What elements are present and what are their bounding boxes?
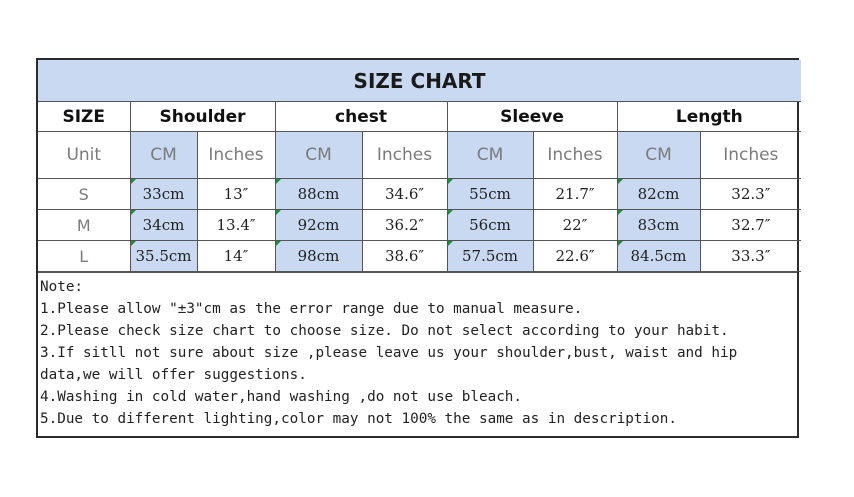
sleeve-inches-unit: Inches <box>533 132 617 179</box>
sleeve-inches-cell: 21.7″ <box>533 179 617 210</box>
chest-cm-unit: CM <box>275 132 362 179</box>
notes-heading: Note: <box>40 279 84 295</box>
chest-cm-cell: 98cm <box>275 241 362 272</box>
table-row <box>38 179 801 210</box>
size-cell: S <box>38 179 130 210</box>
table-row <box>38 241 801 272</box>
shoulder-inches-cell: 14″ <box>197 241 275 272</box>
unit-label: Unit <box>38 132 130 179</box>
note-item: 3.If sitll not sure about size ,please leave us your shoulder,bust, waist and hip data,we will offer suggestions. <box>40 345 738 383</box>
shoulder-inches-unit: Inches <box>197 132 275 179</box>
shoulder-inches-cell: 13″ <box>197 179 275 210</box>
chest-inches-unit: Inches <box>362 132 447 179</box>
note-item: 4.Washing in cold water,hand washing ,do not use bleach. <box>40 389 523 405</box>
size-cell: M <box>38 210 130 241</box>
notes-section <box>38 272 797 436</box>
table-row <box>38 210 801 241</box>
sleeve-cm-cell: 56cm <box>447 210 533 241</box>
shoulder-cm-cell: 35.5cm <box>130 241 197 272</box>
size-chart <box>36 58 799 438</box>
shoulder-cm-cell: 33cm <box>130 179 197 210</box>
length-cm-cell: 83cm <box>617 210 700 241</box>
note-item: 1.Please allow "±3"cm as the error range due to manual measure. <box>40 301 583 317</box>
chest-header: chest <box>275 102 447 132</box>
chest-inches-cell: 36.2″ <box>362 210 447 241</box>
sleeve-header: Sleeve <box>447 102 617 132</box>
chart-title: SIZE CHART <box>38 60 801 102</box>
sleeve-cm-cell: 55cm <box>447 179 533 210</box>
length-cm-cell: 84.5cm <box>617 241 700 272</box>
chest-cm-cell: 88cm <box>275 179 362 210</box>
chest-inches-cell: 34.6″ <box>362 179 447 210</box>
sleeve-cm-cell: 57.5cm <box>447 241 533 272</box>
size-header: SIZE <box>38 102 130 132</box>
length-cm-unit: CM <box>617 132 700 179</box>
length-inches-unit: Inches <box>700 132 801 179</box>
size-cell: L <box>38 241 130 272</box>
chest-cm-cell: 92cm <box>275 210 362 241</box>
note-item: 2.Please check size chart to choose size. Do not select according to your habit. <box>40 323 729 339</box>
size-table <box>38 60 801 272</box>
length-inches-cell: 32.3″ <box>700 179 801 210</box>
length-inches-cell: 32.7″ <box>700 210 801 241</box>
length-inches-cell: 33.3″ <box>700 241 801 272</box>
shoulder-inches-cell: 13.4″ <box>197 210 275 241</box>
chest-inches-cell: 38.6″ <box>362 241 447 272</box>
sleeve-inches-cell: 22.6″ <box>533 241 617 272</box>
sleeve-inches-cell: 22″ <box>533 210 617 241</box>
shoulder-header: Shoulder <box>130 102 275 132</box>
length-cm-cell: 82cm <box>617 179 700 210</box>
length-header: Length <box>617 102 801 132</box>
sleeve-cm-unit: CM <box>447 132 533 179</box>
note-item: 5.Due to different lighting,color may not 100% the same as in description. <box>40 411 677 427</box>
shoulder-cm-cell: 34cm <box>130 210 197 241</box>
shoulder-cm-unit: CM <box>130 132 197 179</box>
